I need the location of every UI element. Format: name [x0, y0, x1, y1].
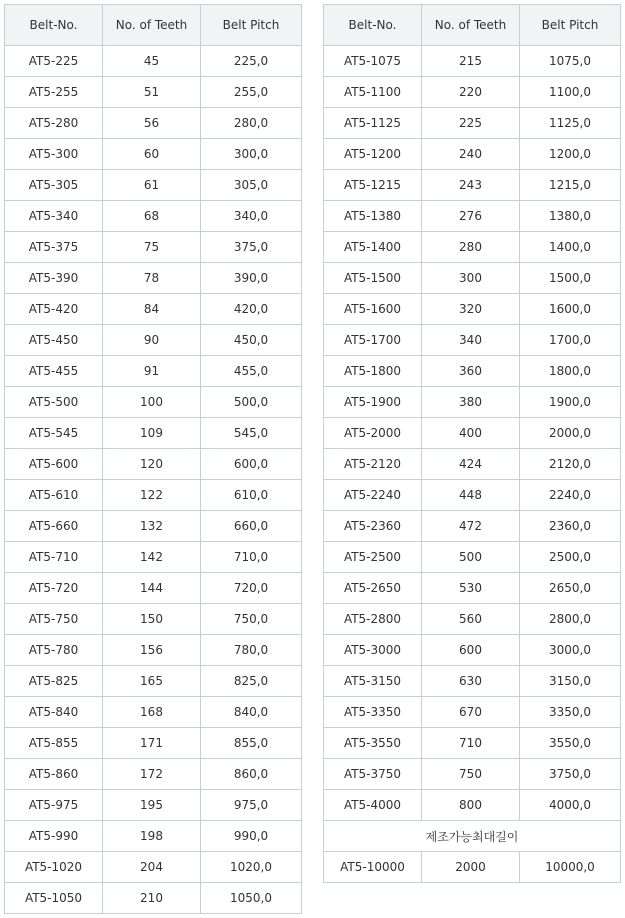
table-body-left — [5, 46, 302, 914]
cell-belt-pitch: 225,0 — [201, 46, 302, 77]
cell-belt-pitch: 1200,0 — [520, 139, 621, 170]
table-row — [5, 139, 302, 170]
cell-belt-no: AT5-1050 — [5, 883, 103, 914]
cell-belt-pitch: 390,0 — [201, 263, 302, 294]
cell-belt-no: AT5-390 — [5, 263, 103, 294]
cell-belt-no: AT5-375 — [5, 232, 103, 263]
table-row — [324, 480, 621, 511]
cell-no-of-teeth: 670 — [422, 697, 520, 728]
cell-no-of-teeth: 380 — [422, 387, 520, 418]
cell-no-of-teeth: 156 — [103, 635, 201, 666]
cell-belt-no: AT5-340 — [5, 201, 103, 232]
table-row — [324, 201, 621, 232]
table-row — [5, 108, 302, 139]
cell-no-of-teeth: 600 — [422, 635, 520, 666]
cell-belt-no: AT5-2650 — [324, 573, 422, 604]
cell-no-of-teeth: 172 — [103, 759, 201, 790]
cell-no-of-teeth: 340 — [422, 325, 520, 356]
cell-belt-no: AT5-975 — [5, 790, 103, 821]
cell-no-of-teeth: 144 — [103, 573, 201, 604]
cell-belt-pitch: 300,0 — [201, 139, 302, 170]
cell-belt-no: AT5-2120 — [324, 449, 422, 480]
cell-belt-no: AT5-855 — [5, 728, 103, 759]
cell-belt-pitch: 500,0 — [201, 387, 302, 418]
cell-belt-no: AT5-1380 — [324, 201, 422, 232]
table-row — [5, 759, 302, 790]
cell-belt-pitch: 545,0 — [201, 418, 302, 449]
cell-no-of-teeth: 122 — [103, 480, 201, 511]
cell-belt-pitch: 1700,0 — [520, 325, 621, 356]
cell-belt-no: AT5-1600 — [324, 294, 422, 325]
cell-belt-pitch: 3000,0 — [520, 635, 621, 666]
table-row — [5, 573, 302, 604]
cell-no-of-teeth: 90 — [103, 325, 201, 356]
cell-no-of-teeth: 120 — [103, 449, 201, 480]
table-row — [324, 139, 621, 170]
cell-belt-no: AT5-1075 — [324, 46, 422, 77]
cell-belt-no: AT5-1200 — [324, 139, 422, 170]
cell-no-of-teeth: 68 — [103, 201, 201, 232]
cell-no-of-teeth: 195 — [103, 790, 201, 821]
cell-belt-no: AT5-3150 — [324, 666, 422, 697]
cell-no-of-teeth: 560 — [422, 604, 520, 635]
cell-no-of-teeth: 2000 — [422, 852, 520, 883]
cell-belt-no: AT5-1700 — [324, 325, 422, 356]
cell-no-of-teeth: 56 — [103, 108, 201, 139]
cell-no-of-teeth: 240 — [422, 139, 520, 170]
cell-belt-pitch: 1020,0 — [201, 852, 302, 883]
table-row — [324, 449, 621, 480]
cell-belt-no: AT5-500 — [5, 387, 103, 418]
cell-no-of-teeth: 424 — [422, 449, 520, 480]
cell-belt-pitch: 375,0 — [201, 232, 302, 263]
cell-no-of-teeth: 472 — [422, 511, 520, 542]
table-row — [324, 666, 621, 697]
table-row — [5, 790, 302, 821]
cell-belt-pitch: 3750,0 — [520, 759, 621, 790]
cell-belt-no: AT5-3350 — [324, 697, 422, 728]
cell-no-of-teeth: 84 — [103, 294, 201, 325]
table-row — [5, 325, 302, 356]
cell-belt-no: AT5-420 — [5, 294, 103, 325]
cell-no-of-teeth: 45 — [103, 46, 201, 77]
cell-belt-pitch: 1125,0 — [520, 108, 621, 139]
cell-belt-pitch: 975,0 — [201, 790, 302, 821]
cell-belt-no: AT5-1100 — [324, 77, 422, 108]
cell-belt-pitch: 610,0 — [201, 480, 302, 511]
max-length-note: 제조가능최대길이 — [324, 821, 621, 852]
cell-belt-no: AT5-825 — [5, 666, 103, 697]
table-row — [324, 697, 621, 728]
table-row — [5, 728, 302, 759]
table-row — [324, 46, 621, 77]
cell-no-of-teeth: 215 — [422, 46, 520, 77]
table-row — [5, 232, 302, 263]
cell-no-of-teeth: 500 — [422, 542, 520, 573]
cell-no-of-teeth: 300 — [422, 263, 520, 294]
cell-belt-no: AT5-10000 — [324, 852, 422, 883]
cell-belt-pitch: 450,0 — [201, 325, 302, 356]
table-row — [5, 201, 302, 232]
cell-no-of-teeth: 142 — [103, 542, 201, 573]
table-row — [324, 232, 621, 263]
cell-no-of-teeth: 51 — [103, 77, 201, 108]
cell-belt-no: AT5-2240 — [324, 480, 422, 511]
cell-belt-no: AT5-300 — [5, 139, 103, 170]
cell-no-of-teeth: 360 — [422, 356, 520, 387]
cell-belt-no: AT5-2360 — [324, 511, 422, 542]
table-row — [5, 542, 302, 573]
cell-belt-no: AT5-710 — [5, 542, 103, 573]
cell-no-of-teeth: 320 — [422, 294, 520, 325]
table-row — [5, 294, 302, 325]
cell-no-of-teeth: 225 — [422, 108, 520, 139]
table-row — [5, 356, 302, 387]
table-row — [324, 604, 621, 635]
cell-belt-pitch: 2800,0 — [520, 604, 621, 635]
table-row — [324, 573, 621, 604]
cell-no-of-teeth: 204 — [103, 852, 201, 883]
header-belt-pitch: Belt Pitch — [520, 5, 621, 46]
header-row — [324, 5, 621, 46]
cell-belt-pitch: 455,0 — [201, 356, 302, 387]
table-row — [324, 77, 621, 108]
table-row — [324, 325, 621, 356]
table-row — [324, 790, 621, 821]
cell-belt-pitch: 1800,0 — [520, 356, 621, 387]
cell-no-of-teeth: 109 — [103, 418, 201, 449]
cell-belt-pitch: 1900,0 — [520, 387, 621, 418]
cell-belt-pitch: 840,0 — [201, 697, 302, 728]
cell-belt-no: AT5-750 — [5, 604, 103, 635]
cell-belt-pitch: 1215,0 — [520, 170, 621, 201]
cell-belt-no: AT5-610 — [5, 480, 103, 511]
cell-belt-no: AT5-2000 — [324, 418, 422, 449]
cell-belt-no: AT5-660 — [5, 511, 103, 542]
cell-belt-pitch: 2240,0 — [520, 480, 621, 511]
cell-belt-no: AT5-3750 — [324, 759, 422, 790]
cell-belt-no: AT5-545 — [5, 418, 103, 449]
cell-belt-pitch: 1100,0 — [520, 77, 621, 108]
cell-no-of-teeth: 243 — [422, 170, 520, 201]
cell-belt-pitch: 10000,0 — [520, 852, 621, 883]
table-row — [5, 418, 302, 449]
header-row — [5, 5, 302, 46]
cell-belt-pitch: 1050,0 — [201, 883, 302, 914]
cell-belt-no: AT5-2800 — [324, 604, 422, 635]
cell-belt-no: AT5-280 — [5, 108, 103, 139]
table-row — [5, 511, 302, 542]
cell-belt-pitch: 855,0 — [201, 728, 302, 759]
belt-table-right — [323, 4, 621, 883]
cell-belt-no: AT5-3550 — [324, 728, 422, 759]
cell-belt-pitch: 1500,0 — [520, 263, 621, 294]
cell-belt-pitch: 3350,0 — [520, 697, 621, 728]
max-length-row — [324, 852, 621, 883]
cell-no-of-teeth: 400 — [422, 418, 520, 449]
cell-belt-pitch: 750,0 — [201, 604, 302, 635]
cell-no-of-teeth: 448 — [422, 480, 520, 511]
cell-belt-no: AT5-860 — [5, 759, 103, 790]
cell-belt-no: AT5-4000 — [324, 790, 422, 821]
header-belt-pitch: Belt Pitch — [201, 5, 302, 46]
cell-no-of-teeth: 276 — [422, 201, 520, 232]
table-row — [5, 77, 302, 108]
table-row — [324, 511, 621, 542]
table-row — [5, 480, 302, 511]
cell-belt-pitch: 3550,0 — [520, 728, 621, 759]
table-row — [324, 759, 621, 790]
cell-no-of-teeth: 750 — [422, 759, 520, 790]
header-no-of-teeth: No. of Teeth — [103, 5, 201, 46]
table-row — [5, 604, 302, 635]
cell-no-of-teeth: 800 — [422, 790, 520, 821]
cell-no-of-teeth: 220 — [422, 77, 520, 108]
cell-belt-no: AT5-780 — [5, 635, 103, 666]
table-row — [5, 635, 302, 666]
cell-no-of-teeth: 150 — [103, 604, 201, 635]
cell-belt-no: AT5-455 — [5, 356, 103, 387]
cell-belt-no: AT5-1500 — [324, 263, 422, 294]
table-row — [324, 635, 621, 666]
cell-belt-pitch: 860,0 — [201, 759, 302, 790]
table-row — [324, 542, 621, 573]
cell-belt-no: AT5-2500 — [324, 542, 422, 573]
table-row — [5, 883, 302, 914]
table-row — [5, 263, 302, 294]
cell-belt-no: AT5-1020 — [5, 852, 103, 883]
cell-no-of-teeth: 60 — [103, 139, 201, 170]
table-row — [324, 170, 621, 201]
cell-belt-no: AT5-1125 — [324, 108, 422, 139]
cell-belt-pitch: 780,0 — [201, 635, 302, 666]
table-row — [5, 852, 302, 883]
cell-belt-no: AT5-1400 — [324, 232, 422, 263]
table-row — [324, 108, 621, 139]
table-row — [5, 697, 302, 728]
cell-belt-pitch: 710,0 — [201, 542, 302, 573]
cell-belt-no: AT5-720 — [5, 573, 103, 604]
cell-belt-no: AT5-225 — [5, 46, 103, 77]
cell-belt-no: AT5-1215 — [324, 170, 422, 201]
cell-no-of-teeth: 210 — [103, 883, 201, 914]
table-row — [324, 263, 621, 294]
table-row — [324, 356, 621, 387]
cell-belt-pitch: 825,0 — [201, 666, 302, 697]
cell-belt-pitch: 340,0 — [201, 201, 302, 232]
cell-no-of-teeth: 165 — [103, 666, 201, 697]
cell-belt-pitch: 420,0 — [201, 294, 302, 325]
cell-no-of-teeth: 78 — [103, 263, 201, 294]
cell-belt-no: AT5-305 — [5, 170, 103, 201]
table-row — [5, 387, 302, 418]
table-body-right — [324, 46, 621, 821]
cell-belt-pitch: 3150,0 — [520, 666, 621, 697]
table-row — [5, 449, 302, 480]
cell-belt-no: AT5-840 — [5, 697, 103, 728]
cell-belt-no: AT5-1900 — [324, 387, 422, 418]
cell-belt-pitch: 1600,0 — [520, 294, 621, 325]
cell-belt-pitch: 2000,0 — [520, 418, 621, 449]
table-row — [5, 666, 302, 697]
cell-belt-pitch: 1400,0 — [520, 232, 621, 263]
cell-belt-no: AT5-600 — [5, 449, 103, 480]
cell-no-of-teeth: 61 — [103, 170, 201, 201]
cell-no-of-teeth: 91 — [103, 356, 201, 387]
cell-belt-no: AT5-450 — [5, 325, 103, 356]
cell-belt-pitch: 660,0 — [201, 511, 302, 542]
cell-belt-no: AT5-1800 — [324, 356, 422, 387]
cell-no-of-teeth: 198 — [103, 821, 201, 852]
table-row — [5, 821, 302, 852]
table-row — [5, 170, 302, 201]
cell-belt-pitch: 990,0 — [201, 821, 302, 852]
cell-belt-pitch: 2360,0 — [520, 511, 621, 542]
table-row — [324, 294, 621, 325]
cell-belt-pitch: 305,0 — [201, 170, 302, 201]
table-row — [5, 46, 302, 77]
cell-belt-no: AT5-255 — [5, 77, 103, 108]
cell-belt-pitch: 4000,0 — [520, 790, 621, 821]
table-row — [324, 418, 621, 449]
table-row — [324, 728, 621, 759]
cell-no-of-teeth: 530 — [422, 573, 520, 604]
cell-no-of-teeth: 630 — [422, 666, 520, 697]
header-no-of-teeth: No. of Teeth — [422, 5, 520, 46]
table-row — [324, 387, 621, 418]
belt-table-left — [4, 4, 302, 914]
header-belt-no: Belt-No. — [5, 5, 103, 46]
cell-no-of-teeth: 132 — [103, 511, 201, 542]
cell-no-of-teeth: 75 — [103, 232, 201, 263]
cell-no-of-teeth: 168 — [103, 697, 201, 728]
cell-belt-pitch: 280,0 — [201, 108, 302, 139]
cell-belt-pitch: 1075,0 — [520, 46, 621, 77]
cell-belt-pitch: 2120,0 — [520, 449, 621, 480]
cell-belt-pitch: 600,0 — [201, 449, 302, 480]
cell-no-of-teeth: 100 — [103, 387, 201, 418]
cell-no-of-teeth: 171 — [103, 728, 201, 759]
cell-belt-pitch: 2650,0 — [520, 573, 621, 604]
cell-belt-pitch: 255,0 — [201, 77, 302, 108]
note-row — [324, 821, 621, 852]
cell-no-of-teeth: 280 — [422, 232, 520, 263]
header-belt-no: Belt-No. — [324, 5, 422, 46]
cell-belt-no: AT5-990 — [5, 821, 103, 852]
cell-no-of-teeth: 710 — [422, 728, 520, 759]
cell-belt-pitch: 2500,0 — [520, 542, 621, 573]
cell-belt-no: AT5-3000 — [324, 635, 422, 666]
cell-belt-pitch: 1380,0 — [520, 201, 621, 232]
cell-belt-pitch: 720,0 — [201, 573, 302, 604]
